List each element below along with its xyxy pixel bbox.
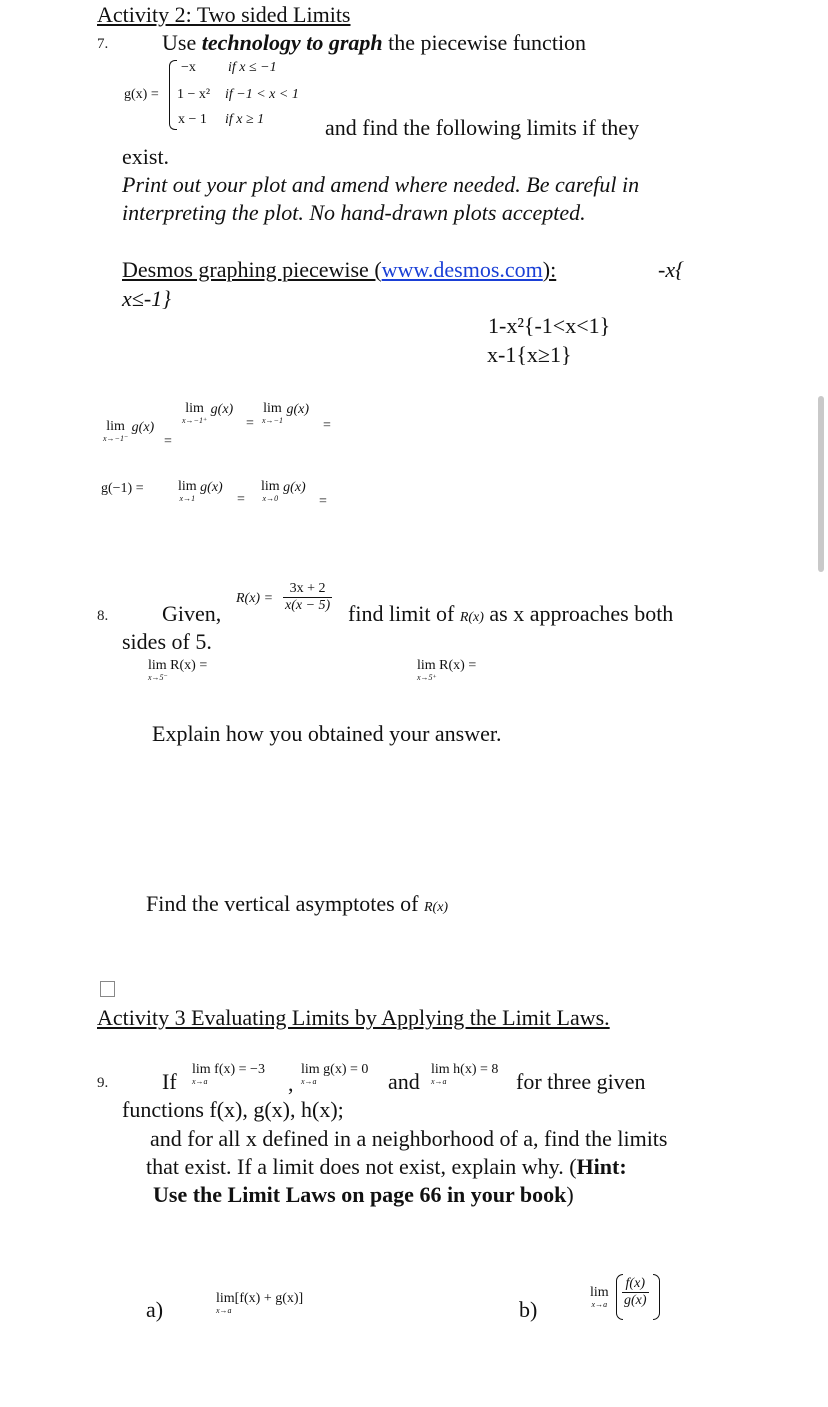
- desmos-line: [122, 257, 556, 283]
- lim-sub: x→a: [192, 1077, 208, 1086]
- q9-hint: Hint:: [576, 1154, 627, 1179]
- part-a-expr: [216, 1292, 303, 1315]
- lim-word: lim: [106, 419, 125, 434]
- lim-sub: x→−1: [262, 416, 283, 425]
- equals-sign: =: [164, 434, 172, 449]
- part-b-fraction: [622, 1276, 649, 1309]
- lim-h: [431, 1063, 498, 1086]
- equals-sign: =: [246, 416, 254, 431]
- R-denominator: x(x − 5): [285, 598, 331, 613]
- lim-g: [301, 1063, 368, 1086]
- lim-R-left-text: lim R(x) =: [148, 658, 208, 673]
- lim-R-right-text: lim R(x) =: [417, 658, 477, 673]
- question-8-number: 8.: [97, 608, 109, 624]
- lim-f: [192, 1063, 265, 1086]
- equals-sign: =: [323, 418, 331, 433]
- right-paren: [653, 1274, 660, 1320]
- q9-body-1: and for all x defined in a neighborhood of a, find the limits: [150, 1126, 668, 1151]
- limit-R-right-5: [417, 659, 476, 682]
- g-of-x: g(x): [131, 420, 155, 435]
- desmos-expr-2: 1-x²{-1<x<1}: [488, 313, 611, 338]
- q9-if: If: [162, 1069, 177, 1094]
- comma: ,: [288, 1071, 294, 1096]
- q7-line1: [162, 30, 586, 56]
- q8-find-line: [348, 601, 673, 627]
- case-2-cond: if −1 < x < 1: [225, 87, 299, 102]
- q9-body-2: [146, 1154, 627, 1180]
- question-9-number: 9.: [97, 1075, 109, 1091]
- R-inline: R(x): [459, 610, 484, 625]
- q7-line1-post: the piecewise function: [382, 30, 587, 55]
- desmos-expr-3: x-1{x≥1}: [487, 342, 572, 367]
- part-a-expr-text: lim[f(x) + g(x)]: [216, 1291, 304, 1306]
- q7-line1-pre: Use: [162, 30, 202, 55]
- q9-body-3-bold: Use the Limit Laws on page 66 in your book: [153, 1182, 567, 1207]
- scrollbar[interactable]: [818, 396, 824, 572]
- g-at-neg1: g(−1) =: [101, 481, 144, 496]
- q9-body-3: [153, 1182, 574, 1208]
- q8-given: Given,: [162, 601, 222, 626]
- q7-instruction-2: interpreting the plot. No hand-drawn plots accepted.: [122, 200, 586, 225]
- R-numerator: 3x + 2: [283, 581, 332, 598]
- limit-g-left-neg1: [103, 420, 154, 443]
- q8-find-text: find limit of: [348, 601, 455, 626]
- g-label: g(x) =: [124, 87, 159, 102]
- case-2-expr: 1 − x²: [177, 87, 211, 102]
- activity2-title: Activity 2: Two sided Limits: [97, 2, 351, 27]
- part-b-lim: [590, 1286, 609, 1309]
- equals-sign: =: [319, 494, 327, 509]
- equals-sign: =: [237, 492, 245, 507]
- case-3-expr: x − 1: [178, 112, 207, 127]
- lim-sub: x→−1⁺: [182, 416, 208, 425]
- checkbox[interactable]: [100, 981, 115, 997]
- lim-sub: x→5⁺: [417, 673, 437, 682]
- desmos-expr-1a: -x{: [658, 257, 684, 282]
- q7-after-function: and find the following limits if they: [325, 115, 640, 140]
- lim-g-text: lim g(x) = 0: [301, 1062, 369, 1077]
- g-of-x: g(x): [210, 402, 234, 417]
- q9-body-3-close: ): [566, 1182, 574, 1207]
- g-of-x: g(x): [286, 402, 309, 417]
- part-b-numerator: f(x): [622, 1276, 649, 1293]
- limit-g-right-neg1: [182, 402, 233, 425]
- limit-g-0: [261, 480, 306, 503]
- lim-sub: x→a: [591, 1300, 608, 1309]
- part-b-lim-text: lim: [590, 1285, 609, 1300]
- q8-sides: sides of 5.: [122, 629, 212, 654]
- q7-exist: exist.: [122, 144, 170, 169]
- question-7-number: 7.: [97, 36, 109, 52]
- desmos-link[interactable]: www.desmos.com: [381, 257, 543, 282]
- lim-word: lim: [263, 401, 282, 416]
- R-fraction: [283, 581, 332, 614]
- lim-sub: x→a: [431, 1077, 447, 1086]
- lim-h-text: lim h(x) = 8: [431, 1062, 499, 1077]
- desmos-expr-1b: x≤-1}: [122, 286, 171, 311]
- lim-sub: x→1: [179, 494, 196, 503]
- lim-word: lim: [185, 401, 204, 416]
- q7-instruction-1: Print out your plot and amend where needed. Be careful in: [122, 172, 640, 197]
- lim-sub: x→a: [301, 1077, 317, 1086]
- lim-word: lim: [178, 479, 197, 494]
- part-b-label: b): [519, 1297, 538, 1322]
- activity3-title: Activity 3 Evaluating Limits by Applying the Limit Laws.: [97, 1005, 610, 1030]
- lim-f-text: lim f(x) = −3: [192, 1062, 265, 1077]
- part-a-label: a): [146, 1297, 164, 1322]
- q7-line1-bold: technology to graph: [201, 30, 383, 55]
- case-3-cond: if x ≥ 1: [225, 112, 265, 127]
- g-of-x: g(x): [200, 480, 223, 495]
- lim-sub: x→a: [216, 1306, 232, 1315]
- g-of-x: g(x): [283, 480, 306, 495]
- lim-sub: x→5⁻: [148, 673, 168, 682]
- q8-explain: Explain how you obtained your answer.: [152, 721, 502, 746]
- lim-sub: x→0: [262, 494, 279, 503]
- part-b-denominator: g(x): [624, 1293, 647, 1308]
- limit-g-1: [178, 480, 223, 503]
- q8-asymptotes-text: Find the vertical asymptotes of: [146, 891, 419, 916]
- piecewise-brace: [169, 60, 177, 130]
- desmos-label: Desmos graphing piecewise (: [122, 257, 382, 282]
- limit-g-neg1: [262, 402, 309, 425]
- q9-body-2-text: that exist. If a limit does not exist, explain why. (: [146, 1154, 577, 1179]
- lim-sub: x→−1⁻: [103, 434, 129, 443]
- q8-approach-text: as x approaches both: [489, 601, 674, 626]
- R-label: R(x) =: [236, 591, 274, 606]
- R-inline: R(x): [424, 900, 449, 915]
- q9-functions: functions f(x), g(x), h(x);: [122, 1097, 344, 1122]
- case-1-cond: if x ≤ −1: [228, 60, 277, 75]
- limit-R-left-5: [148, 659, 207, 682]
- q8-asymptotes: [146, 891, 448, 917]
- q9-for-three: for three given: [516, 1069, 646, 1094]
- desmos-close: ):: [542, 257, 557, 282]
- q9-and: and: [388, 1069, 420, 1094]
- lim-word: lim: [261, 479, 280, 494]
- case-1-expr: −x: [181, 60, 196, 75]
